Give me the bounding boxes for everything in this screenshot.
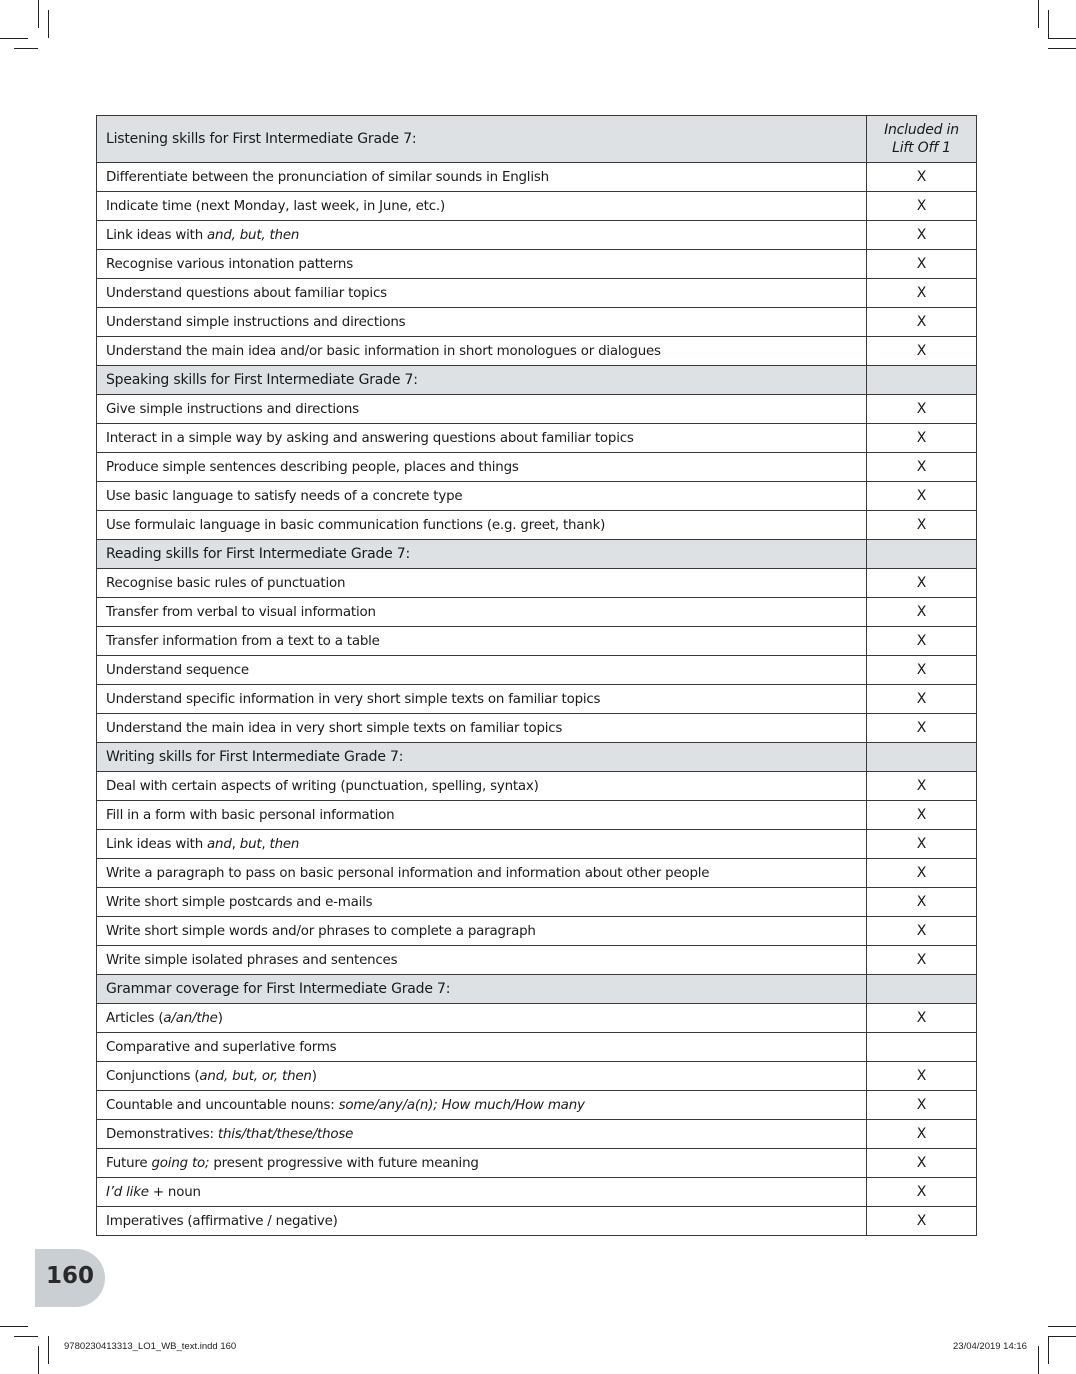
table-row xyxy=(97,859,977,888)
included-mark: X xyxy=(867,598,977,627)
skill-description xyxy=(97,685,867,714)
skill-description xyxy=(97,627,867,656)
included-label-line-2: Lift Off 1 xyxy=(892,140,951,156)
included-mark: X xyxy=(867,627,977,656)
skill-text-segment: Recognise basic rules of punctuation xyxy=(106,575,346,591)
included-mark: X xyxy=(867,888,977,917)
skill-description xyxy=(97,482,867,511)
table-row xyxy=(97,946,977,975)
table-row xyxy=(97,453,977,482)
skill-text-segment: Understand simple instructions and directions xyxy=(106,314,406,330)
crop-mark xyxy=(38,1346,39,1374)
skill-description xyxy=(97,1062,867,1091)
included-mark xyxy=(867,1033,977,1062)
included-mark: X xyxy=(867,192,977,221)
crop-mark xyxy=(38,0,39,28)
skill-description xyxy=(97,163,867,192)
table-row xyxy=(97,1091,977,1120)
skill-description xyxy=(97,569,867,598)
table-row xyxy=(97,772,977,801)
included-column-header xyxy=(867,116,977,163)
table-row xyxy=(97,424,977,453)
table-row xyxy=(97,192,977,221)
section-title: Writing skills for First Intermediate Grade 7: xyxy=(97,743,867,772)
included-mark: X xyxy=(867,1120,977,1149)
crop-mark xyxy=(1048,1336,1076,1337)
included-mark: X xyxy=(867,308,977,337)
skill-text-segment: Articles ( xyxy=(106,1010,164,1026)
crop-mark xyxy=(1048,10,1049,38)
table-row xyxy=(97,917,977,946)
skill-text-segment: Write a paragraph to pass on basic personal information and information about other people xyxy=(106,865,710,881)
skill-text-segment: Link ideas with xyxy=(106,227,208,243)
table-row xyxy=(97,250,977,279)
section-header-row xyxy=(97,743,977,772)
skill-description xyxy=(97,424,867,453)
footer-file-slug: 9780230413313_LO1_WB_text.indd 160 xyxy=(64,1341,237,1352)
skill-description xyxy=(97,511,867,540)
crop-mark xyxy=(0,38,28,39)
skill-description xyxy=(97,1120,867,1149)
skill-description xyxy=(97,395,867,424)
skill-text-segment: Use formulaic language in basic communication functions (e.g. greet, thank) xyxy=(106,517,606,533)
included-mark: X xyxy=(867,511,977,540)
included-mark: X xyxy=(867,279,977,308)
table-row xyxy=(97,482,977,511)
skills-table xyxy=(96,115,977,1236)
skill-text-segment: present progressive with future meaning xyxy=(209,1155,479,1171)
skill-text-segment: ) xyxy=(311,1068,317,1084)
table-row xyxy=(97,1062,977,1091)
skill-text-segment: I’d like xyxy=(106,1184,149,1200)
section-mark-cell xyxy=(867,366,977,395)
skill-text-segment: Recognise various intonation patterns xyxy=(106,256,353,272)
table-row xyxy=(97,888,977,917)
table-row xyxy=(97,163,977,192)
skill-description xyxy=(97,598,867,627)
section-title: Reading skills for First Intermediate Grade 7: xyxy=(97,540,867,569)
skill-text-segment: Interact in a simple way by asking and answering questions about familiar topics xyxy=(106,430,634,446)
skill-text-segment: Write simple isolated phrases and sentences xyxy=(106,952,398,968)
skill-description xyxy=(97,801,867,830)
crop-mark xyxy=(14,1336,38,1337)
section-header-row xyxy=(97,975,977,1004)
skill-text-segment: Imperatives (affirmative / negative) xyxy=(106,1213,338,1229)
skill-text-segment: Understand the main idea in very short simple texts on familiar topics xyxy=(106,720,563,736)
skill-text-segment: and xyxy=(207,836,232,852)
crop-mark xyxy=(1048,1336,1049,1364)
skill-text-segment: Countable and uncountable nouns: xyxy=(106,1097,339,1113)
table-row xyxy=(97,801,977,830)
page-number: 160 xyxy=(45,1263,94,1289)
included-mark: X xyxy=(867,946,977,975)
skill-description xyxy=(97,1091,867,1120)
skill-description xyxy=(97,714,867,743)
skill-text-segment: Indicate time (next Monday, last week, in June, etc.) xyxy=(106,198,445,214)
table-row xyxy=(97,308,977,337)
included-mark: X xyxy=(867,1149,977,1178)
skill-text-segment: but xyxy=(239,836,262,852)
table-row xyxy=(97,395,977,424)
section-mark-cell xyxy=(867,743,977,772)
skill-text-segment: Link ideas with xyxy=(106,836,208,852)
footer-datetime-slug: 23/04/2019 14:16 xyxy=(953,1341,1027,1352)
crop-mark xyxy=(48,10,49,38)
skill-description xyxy=(97,453,867,482)
skill-text-segment: some/any/a(n); How much/How many xyxy=(338,1097,585,1113)
included-mark: X xyxy=(867,163,977,192)
included-mark: X xyxy=(867,830,977,859)
included-mark: X xyxy=(867,424,977,453)
included-mark: X xyxy=(867,482,977,511)
table-row xyxy=(97,279,977,308)
included-mark: X xyxy=(867,1178,977,1207)
table-row xyxy=(97,1149,977,1178)
skill-description xyxy=(97,1207,867,1236)
skill-description xyxy=(97,888,867,917)
skill-text-segment: Write short simple words and/or phrases to complete a paragraph xyxy=(106,923,536,939)
included-mark: X xyxy=(867,772,977,801)
skill-text-segment: , xyxy=(261,836,270,852)
skill-description xyxy=(97,859,867,888)
crop-mark xyxy=(1038,0,1039,28)
included-mark: X xyxy=(867,714,977,743)
skill-text-segment: Understand questions about familiar topics xyxy=(106,285,387,301)
skill-text-segment: Understand the main idea and/or basic information in short monologues or dialogues xyxy=(106,343,661,359)
table-row xyxy=(97,221,977,250)
included-mark: X xyxy=(867,1091,977,1120)
section-mark-cell xyxy=(867,975,977,1004)
crop-mark xyxy=(0,1326,28,1327)
skill-text-segment: Conjunctions ( xyxy=(106,1068,200,1084)
skill-text-segment: Future xyxy=(106,1155,152,1171)
table-row xyxy=(97,337,977,366)
skill-text-segment: , xyxy=(231,836,240,852)
crop-mark xyxy=(1048,38,1076,39)
skill-description xyxy=(97,1178,867,1207)
skill-text-segment: going to; xyxy=(151,1155,210,1171)
skill-text-segment: Deal with certain aspects of writing (punctuation, spelling, syntax) xyxy=(106,778,539,794)
section-header-row xyxy=(97,366,977,395)
skill-text-segment: this/that/these/those xyxy=(217,1126,354,1142)
table-row xyxy=(97,1033,977,1062)
skill-text-segment: Comparative and superlative forms xyxy=(106,1039,337,1055)
crop-mark xyxy=(1048,48,1076,49)
section-header-row xyxy=(97,540,977,569)
included-mark: X xyxy=(867,337,977,366)
table-row xyxy=(97,830,977,859)
table-row xyxy=(97,714,977,743)
skill-description xyxy=(97,250,867,279)
crop-mark xyxy=(14,48,38,49)
crop-mark xyxy=(1048,1326,1076,1327)
included-mark: X xyxy=(867,250,977,279)
section-mark-cell xyxy=(867,540,977,569)
skill-text-segment: Give simple instructions and directions xyxy=(106,401,359,417)
included-mark: X xyxy=(867,395,977,424)
skill-text-segment: Differentiate between the pronunciation of similar sounds in English xyxy=(106,169,549,185)
table-row xyxy=(97,685,977,714)
included-mark: X xyxy=(867,569,977,598)
skill-text-segment: and, but, then xyxy=(207,227,300,243)
skill-text-segment: Use basic language to satisfy needs of a concrete type xyxy=(106,488,463,504)
table-header-row xyxy=(97,116,977,163)
skill-description xyxy=(97,1149,867,1178)
skill-text-segment: Transfer from verbal to visual information xyxy=(106,604,376,620)
table-row xyxy=(97,1004,977,1033)
skill-description xyxy=(97,946,867,975)
skill-description xyxy=(97,279,867,308)
skill-text-segment: Produce simple sentences describing people, places and things xyxy=(106,459,519,475)
skill-description xyxy=(97,917,867,946)
skill-text-segment: and, but, or, then xyxy=(199,1068,312,1084)
included-mark: X xyxy=(867,1062,977,1091)
included-mark: X xyxy=(867,453,977,482)
skill-text-segment: Demonstratives: xyxy=(106,1126,218,1142)
table-row xyxy=(97,627,977,656)
skill-text-segment: ) xyxy=(217,1010,223,1026)
section-title: Speaking skills for First Intermediate Grade 7: xyxy=(97,366,867,395)
table-row xyxy=(97,598,977,627)
included-mark: X xyxy=(867,859,977,888)
skill-description xyxy=(97,656,867,685)
skill-description xyxy=(97,192,867,221)
included-mark: X xyxy=(867,221,977,250)
included-mark: X xyxy=(867,685,977,714)
table-row xyxy=(97,511,977,540)
skill-description xyxy=(97,337,867,366)
skill-text-segment: Understand specific information in very short simple texts on familiar topics xyxy=(106,691,601,707)
table-row xyxy=(97,1178,977,1207)
crop-mark xyxy=(48,1336,49,1364)
table-header-title: Listening skills for First Intermediate Grade 7: xyxy=(97,116,867,163)
skill-text-segment: + noun xyxy=(148,1184,201,1200)
skill-description xyxy=(97,830,867,859)
crop-mark xyxy=(1038,1346,1039,1374)
skill-text-segment: Write short simple postcards and e-mails xyxy=(106,894,373,910)
table-row xyxy=(97,569,977,598)
included-mark: X xyxy=(867,1004,977,1033)
included-label-line-1: Included in xyxy=(884,122,959,138)
skill-description xyxy=(97,1004,867,1033)
skill-text-segment: then xyxy=(269,836,300,852)
skill-description xyxy=(97,772,867,801)
skill-text-segment: Transfer information from a text to a table xyxy=(106,633,380,649)
included-mark: X xyxy=(867,656,977,685)
table-row xyxy=(97,1120,977,1149)
skill-text-segment: a/an/the xyxy=(163,1010,218,1026)
skill-description xyxy=(97,308,867,337)
table-row xyxy=(97,1207,977,1236)
skill-description xyxy=(97,1033,867,1062)
included-mark: X xyxy=(867,1207,977,1236)
included-mark: X xyxy=(867,801,977,830)
skill-text-segment: Understand sequence xyxy=(106,662,249,678)
section-title: Grammar coverage for First Intermediate Grade 7: xyxy=(97,975,867,1004)
table-row xyxy=(97,656,977,685)
skill-text-segment: Fill in a form with basic personal information xyxy=(106,807,395,823)
included-mark: X xyxy=(867,917,977,946)
skill-description xyxy=(97,221,867,250)
